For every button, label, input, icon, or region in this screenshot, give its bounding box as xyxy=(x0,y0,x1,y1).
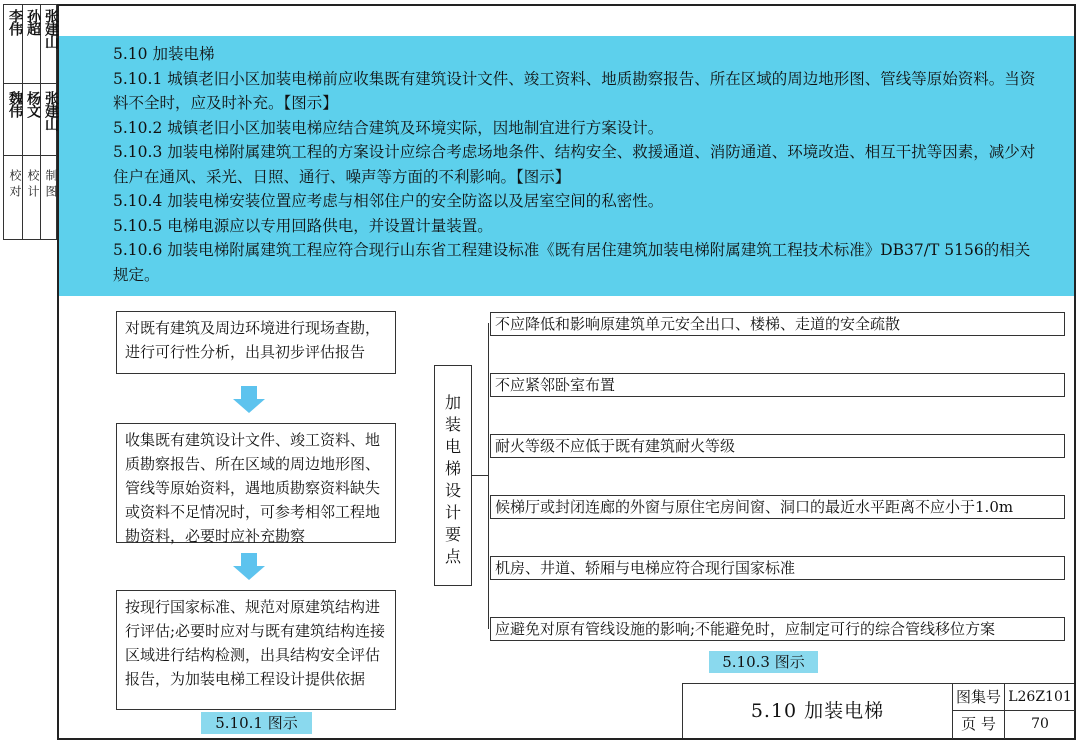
label-draw: 制 图 xyxy=(44,169,58,197)
down-arrow-icon xyxy=(231,386,267,414)
signature-2: 孙超 xyxy=(25,9,41,35)
vlabel-char: 设 xyxy=(444,481,461,500)
down-arrow-icon xyxy=(231,553,267,581)
clause-5-10-2: 5.10.2 城镇老旧小区加装电梯应结合建筑及环境实际，因地制宜进行方案设计。 xyxy=(113,118,664,137)
section-heading: 5.10 加装电梯 xyxy=(113,45,215,63)
design-point-2: 不应紧邻卧室布置 xyxy=(490,373,1065,397)
signature-1: 李伟 xyxy=(7,9,23,35)
vlabel-char: 点 xyxy=(444,547,461,566)
page-number-value: 70 xyxy=(1031,716,1049,732)
flow-step-3: 按现行国家标准、规范对原建筑结构进行评估;必要时应对与既有建筑结构连接区域进行结构检测，出具结构安全评估报告，为加装电梯工程设计提供依据 xyxy=(116,590,396,710)
atlas-number-value: L26Z101 xyxy=(1005,684,1075,711)
signature-6: 张建山 xyxy=(43,91,59,130)
vlabel-char: 电 xyxy=(444,437,461,456)
signature-3: 张建山 xyxy=(43,9,59,48)
drawing-title: 5.10 加装电梯 xyxy=(683,684,953,739)
design-point-1: 不应降低和影响原建筑单元安全出口、楼梯、走道的安全疏散 xyxy=(490,312,1065,336)
vlabel-char: 加 xyxy=(444,393,461,412)
label-check: 校 对 xyxy=(8,169,22,197)
connector-line xyxy=(472,475,488,476)
clause-5-10-3: 5.10.3 加装电梯附属建筑工程的方案设计应综合考虑场地条件、结构安全、救援通道、消防通道、环境改造、相互干扰等因素，减少对住户在通风、采光、日照、通行、噪声等方面的不利影响。【图示】 xyxy=(113,143,1036,186)
figure-caption-5-10-1: 5.10.1 图示 xyxy=(201,712,312,734)
clause-5-10-6: 5.10.6 加装电梯附属建筑工程应符合现行山东省工程建设标准《既有居住建筑加装电梯附属建筑工程技术标准》DB37/T 5156的相关规定。 xyxy=(113,241,1031,284)
flow-step-2: 收集既有建筑设计文件、竣工资料、地质勘察报告、所在区域的周边地形图、管线等原始资料，遇地质勘察资料缺失或资料不足情况时，可参考相邻工程地勘资料，必要时应补充勘察 xyxy=(116,423,396,543)
design-point-3: 耐火等级不应低于既有建筑耐火等级 xyxy=(490,434,1065,458)
design-points-label-box xyxy=(434,365,472,586)
clause-5-10-5: 5.10.5 电梯电源应以专用回路供电，并设置计量装置。 xyxy=(113,216,493,235)
section-text-band xyxy=(59,36,1074,296)
clause-5-10-1: 5.10.1 城镇老旧小区加装电梯前应收集既有建筑设计文件、竣工资料、地质勘察报告、所在区域的周边地形图、管线等原始资料。当资料不全时，应及时补充。【图示】 xyxy=(113,69,1036,112)
vlabel-char: 梯 xyxy=(444,459,461,478)
signature-4: 魏伟 xyxy=(7,91,23,117)
signature-5: 杨文 xyxy=(25,91,41,117)
page-number-label: 页 号 xyxy=(953,711,1005,739)
bracket-line xyxy=(488,323,489,629)
figure-caption-5-10-3: 5.10.3 图示 xyxy=(709,651,818,673)
atlas-number-label: 图集号 xyxy=(953,684,1005,711)
label-design: 校 计 xyxy=(26,169,40,197)
design-point-5: 机房、井道、轿厢与电梯应符合现行国家标准 xyxy=(490,556,1065,580)
design-point-6: 应避免对原有管线设施的影响;不能避免时，应制定可行的综合管线移位方案 xyxy=(490,617,1065,641)
flow-step-1: 对既有建筑及周边环境进行现场查勘，进行可行性分析，出具初步评估报告 xyxy=(116,311,396,374)
signature-strip xyxy=(3,4,57,240)
title-block xyxy=(682,683,1074,738)
design-point-4: 候梯厅或封闭连廊的外窗与原住宅房间窗、洞口的最近水平距离不应小于1.0m xyxy=(490,495,1065,519)
clause-5-10-4: 5.10.4 加装电梯安装位置应考虑与相邻住户的安全防盗以及居室空间的私密性。 xyxy=(113,192,664,210)
vlabel-char: 要 xyxy=(444,525,461,544)
vlabel-char: 装 xyxy=(444,415,461,434)
vlabel-char: 计 xyxy=(444,503,461,522)
